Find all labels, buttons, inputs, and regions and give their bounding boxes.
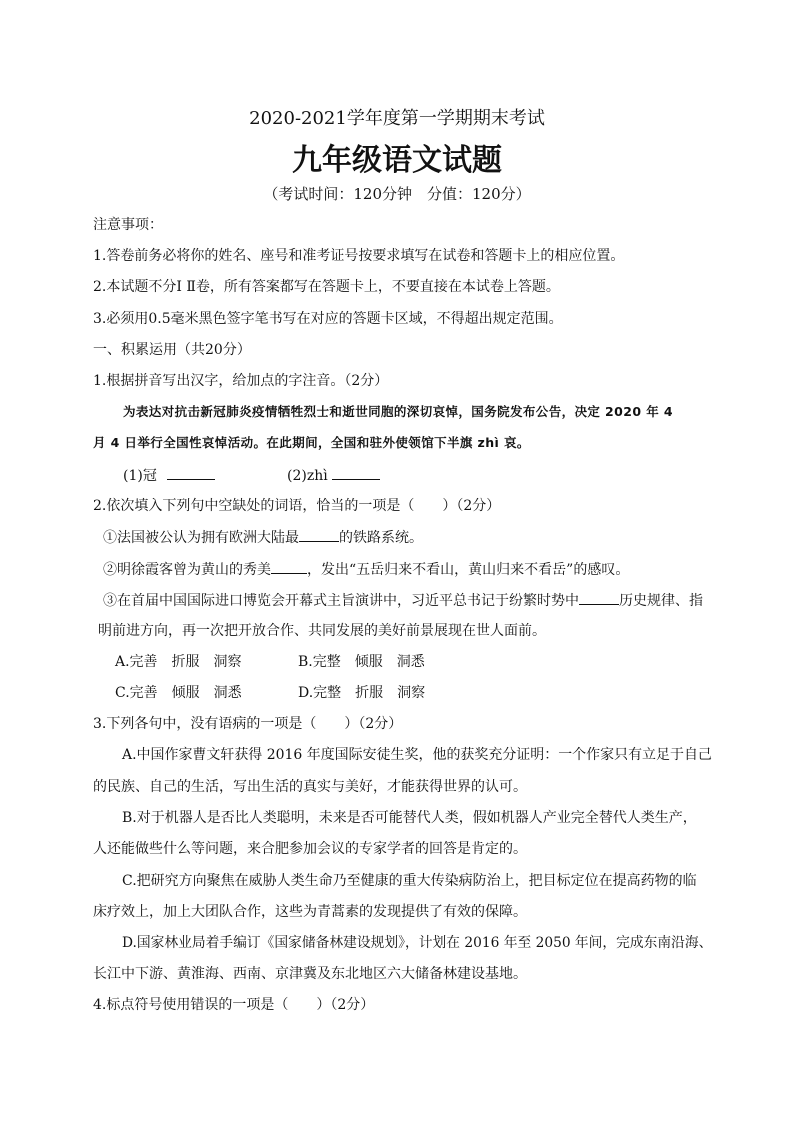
q2-s3-blank[interactable] [579,590,619,605]
q3-option-c-line-1[interactable]: C.把研究方向聚焦在威胁人类生命乃至健康的重大传染病防治上，把目标定位在提高药物的临 [122,873,697,889]
q1-stem: 1.根据拼音写出汉字，给加点的字注音。（2分） [93,373,389,389]
q2-s2-before: ②明徐霞客曾为黄山的秀美 [103,562,271,578]
q2-s1-blank[interactable] [299,527,339,542]
q3-option-a-line-1[interactable]: A.中国作家曹文轩获得 2016 年度国际安徒生奖，他的获奖充分证明：一个作家只有立足于自己 [122,747,712,763]
note-item-1: 1.答卷前务必将你的姓名、座号和准考证号按要求填写在试卷和答题卡上的相应位置。 [93,248,625,264]
q1-item-1-blank[interactable] [167,465,215,480]
note-item-3: 3.必须用0.5毫米黑色签字笔书写在对应的答题卡区域，不得超出规定范围。 [93,311,563,327]
q1-item-2-label: (2)zhì [287,468,328,484]
q1-passage-line-1: 为表达对抗击新冠肺炎疫情牺牲烈士和逝世同胞的深切哀悼，国务院发布公告，决定 2020 年 4 [123,404,673,419]
q2-sentence-3 [103,590,703,611]
q2-s3-after: 历史规律、指 [619,593,703,609]
q1-item-1-label: (1)冠 [123,468,157,484]
q2-sentence-3-line-2: 明前进方向，再一次把开放合作、共同发展的美好前景展现在世人面前。 [98,623,546,639]
q3-option-d-line-2: 长江中下游、黄淮海、西南、京津冀及东北地区六大储备林建设基地。 [93,966,527,982]
year-title: 2020-2021学年度第一学期期末考试 [249,108,545,129]
q3-option-b-line-2: 人还能做些什么等问题，来合肥参加会议的专家学者的回答是肯定的。 [93,841,527,857]
q2-s3-before: ③在首届中国国际进口博览会开幕式主旨演讲中，习近平总书记于纷繁时势中 [103,593,579,609]
q2-option-b[interactable]: B.完整 倾服 洞悉 [298,654,425,670]
q2-s1-after: 的铁路系统。 [339,530,423,546]
q3-option-c-line-2: 床疗效上，加上大团队合作，这些为青蒿素的发现提供了有效的保障。 [93,904,527,920]
q1-passage-line-2: 月 4 日举行全国性哀悼活动。在此期间，全国和驻外使领馆下半旗 zhì 哀。 [93,435,530,450]
q2-s1-before: ①法国被公认为拥有欧洲大陆最 [103,530,299,546]
q2-s2-blank[interactable] [271,559,307,574]
q3-stem: 3.下列各句中，没有语病的一项是（ ）（2分） [93,716,403,732]
notes-heading: 注意事项： [93,217,163,233]
section-heading: 一、积累运用（共20分） [93,342,251,358]
q1-item-1 [123,465,215,486]
q3-option-d-line-1[interactable]: D.国家林业局着手编订《国家储备林建设规划》，计划在 2016 年至 2050 年间，完成东南沿海、 [122,935,713,951]
q4-stem: 4.标点符号使用错误的一项是（ ）（2分） [93,997,375,1013]
exam-info: （考试时间：120分钟 分值：120分） [263,185,531,203]
q2-option-c[interactable]: C.完善 倾服 洞悉 [115,685,242,701]
q2-s2-after: ，发出“五岳归来不看山，黄山归来不看岳”的感叹。 [307,562,630,578]
q1-item-2-blank[interactable] [332,465,380,480]
q2-option-d[interactable]: D.完整 折服 洞察 [298,685,426,701]
exam-title: 九年级语文试题 [292,143,502,178]
q2-sentence-2 [103,559,629,580]
q3-option-a-line-2: 的民族、自己的生活，写出生活的真实与美好，才能获得世界的认可。 [93,779,527,795]
q2-option-a[interactable]: A.完善 折服 洞察 [115,654,242,670]
q2-stem: 2.依次填入下列句中空缺处的词语，恰当的一项是（ ）（2分） [93,498,501,514]
q3-option-b-line-1[interactable]: B.对于机器人是否比人类聪明，未来是否可能替代人类，假如机器人产业完全替代人类生产， [122,810,697,826]
note-item-2: 2.本试题不分Ⅰ Ⅱ卷，所有答案都写在答题卡上，不要直接在本试卷上答题。 [93,279,560,295]
q2-sentence-1 [103,527,423,548]
q1-item-2 [287,465,380,486]
